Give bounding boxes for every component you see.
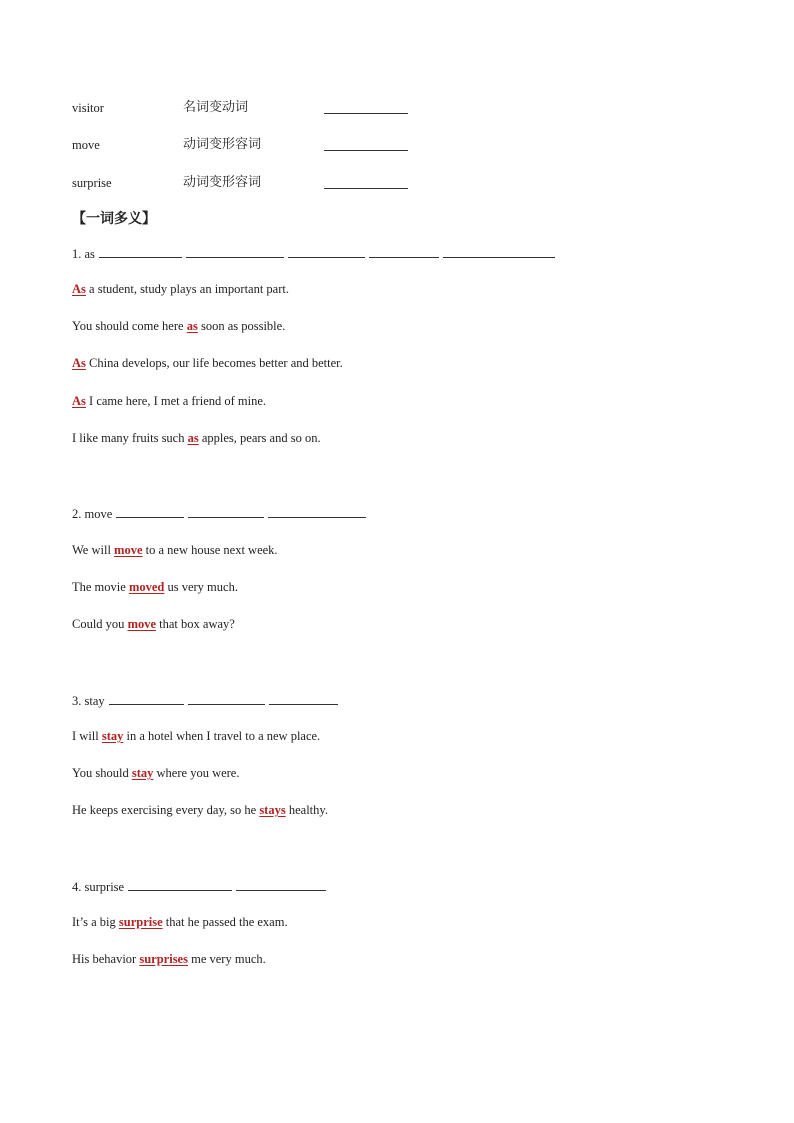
- group-heading: [72, 244, 555, 262]
- sentence-text: His behavior: [72, 952, 140, 966]
- sentence-text: China develops, our life becomes better and better.: [85, 356, 343, 370]
- sentence-text: in a hotel when I travel to a new place.: [123, 729, 321, 743]
- word-form-word: surprise: [72, 176, 112, 190]
- answer-blank[interactable]: [324, 137, 408, 155]
- answer-blank[interactable]: [109, 691, 184, 705]
- word-form-task: 名词变动词: [183, 100, 249, 115]
- example-sentence: [72, 914, 288, 930]
- answer-blank[interactable]: [288, 244, 365, 258]
- answer-blank[interactable]: [188, 504, 264, 518]
- keyword: As: [72, 282, 86, 296]
- example-sentence: [72, 728, 320, 744]
- answer-blank[interactable]: [186, 244, 284, 258]
- sentence-text: that he passed the exam.: [162, 915, 288, 929]
- example-sentence: [72, 616, 235, 632]
- example-sentence: [72, 393, 266, 409]
- keyword: as: [187, 431, 199, 445]
- example-sentence: [72, 281, 289, 297]
- keyword: surprises: [139, 952, 188, 966]
- sentence-text: me very much.: [187, 952, 266, 966]
- sentence-text: apples, pears and so on.: [198, 431, 321, 445]
- sentence-text: a student, study plays an important part.: [85, 282, 289, 296]
- example-sentence: [72, 802, 328, 818]
- keyword: stays: [259, 803, 286, 817]
- answer-blank[interactable]: [116, 504, 184, 518]
- sentence-text: I came here, I met a friend of mine.: [85, 394, 267, 408]
- sentence-text: I like many fruits such: [72, 431, 188, 445]
- answer-blank[interactable]: [324, 100, 408, 118]
- keyword: moved: [128, 580, 165, 594]
- answer-blank[interactable]: [443, 244, 555, 258]
- example-sentence: [72, 430, 321, 446]
- answer-blank[interactable]: [99, 244, 182, 258]
- keyword: move: [114, 543, 143, 557]
- example-sentence: [72, 579, 238, 595]
- sentence-text: us very much.: [164, 580, 238, 594]
- group-heading: [72, 691, 338, 709]
- sentence-text: soon as possible.: [197, 319, 286, 333]
- sentence-text: Could you: [72, 617, 128, 631]
- answer-blank[interactable]: [369, 244, 439, 258]
- word-form-row: [72, 137, 100, 153]
- example-sentence: [72, 318, 285, 334]
- keyword: move: [127, 617, 157, 631]
- group-heading-label: 3. stay: [72, 694, 105, 708]
- word-form-row: [72, 100, 104, 116]
- sentence-text: I will: [72, 729, 102, 743]
- keyword: as: [186, 319, 198, 333]
- word-form-row: [72, 175, 112, 191]
- sentence-text: to a new house next week.: [142, 543, 278, 557]
- section-title: 【一词多义】: [72, 211, 156, 227]
- keyword: As: [72, 394, 86, 408]
- keyword: surprise: [118, 915, 163, 929]
- group-heading: [72, 504, 366, 522]
- keyword: As: [72, 356, 86, 370]
- example-sentence: [72, 765, 239, 781]
- sentence-text: where you were.: [153, 766, 240, 780]
- sentence-text: He keeps exercising every day, so he: [72, 803, 260, 817]
- word-form-task: 动词变形容词: [183, 137, 262, 152]
- word-form-word: visitor: [72, 101, 104, 115]
- keyword: stay: [101, 729, 124, 743]
- sentence-text: that box away?: [156, 617, 235, 631]
- answer-blank[interactable]: [128, 877, 232, 891]
- group-heading: [72, 877, 326, 895]
- sentence-text: You should: [72, 766, 132, 780]
- group-heading-label: 1. as: [72, 247, 95, 261]
- group-heading-label: 4. surprise: [72, 880, 125, 894]
- answer-blank[interactable]: [269, 691, 338, 705]
- keyword: stay: [131, 766, 154, 780]
- sentence-text: You should come here: [72, 319, 187, 333]
- word-form-word: move: [72, 138, 100, 152]
- answer-blank[interactable]: [324, 175, 408, 193]
- answer-blank[interactable]: [188, 691, 265, 705]
- sentence-text: healthy.: [285, 803, 328, 817]
- sentence-text: The movie: [72, 580, 129, 594]
- example-sentence: [72, 951, 266, 967]
- example-sentence: [72, 355, 343, 371]
- answer-blank[interactable]: [268, 504, 366, 518]
- sentence-text: It’s a big: [72, 915, 119, 929]
- answer-blank[interactable]: [236, 877, 326, 891]
- group-heading-label: 2. move: [72, 507, 113, 521]
- sentence-text: We will: [72, 543, 115, 557]
- word-form-task: 动词变形容词: [183, 175, 262, 190]
- example-sentence: [72, 542, 278, 558]
